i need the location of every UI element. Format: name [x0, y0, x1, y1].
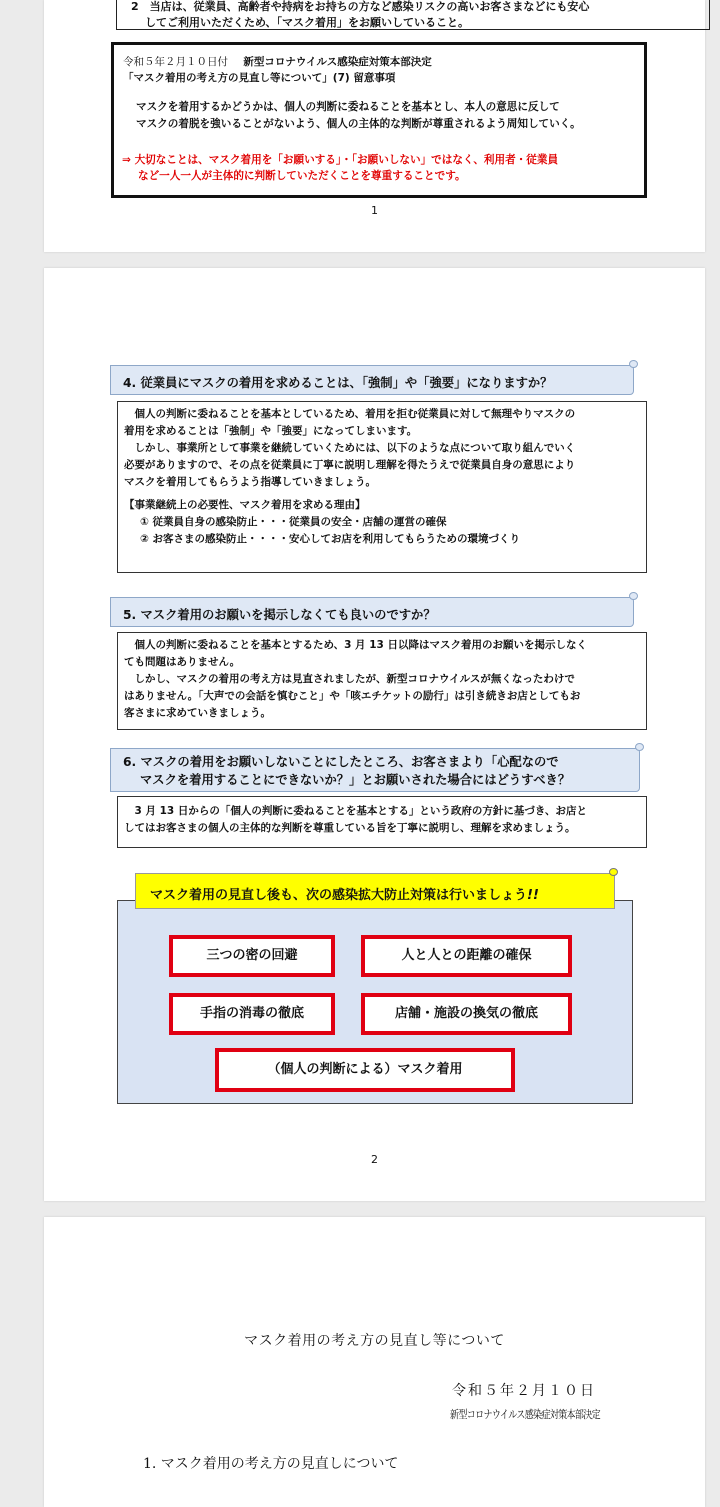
answer-line: しかし、マスクの着用の考え方は見直されましたが、新型コロナウイルスが無くなったわけで: [134, 673, 575, 685]
decision-body-line: マスクを着用するかどうかは、個人の判断に委ねることを基本とし、本人の意思に反して: [136, 101, 560, 113]
measures-banner-mark: !!: [527, 888, 539, 903]
question-5-banner: [110, 597, 634, 627]
answer-4-box: [117, 401, 647, 573]
decision-body: [136, 99, 636, 133]
question-6-text: マスクを着用することにできないか？」とお願いされた場合にはどうすべき？: [140, 773, 571, 787]
measures-banner-text: マスク着用の見直し後も、次の感染拡大防止対策は行いましょう: [150, 888, 528, 903]
answer-line: 着用を求めることは「強制」や「強要」になってしまいます。: [124, 425, 418, 437]
scroll-curl-icon: [635, 743, 644, 751]
measure-item: 人と人との距離の確保: [361, 935, 572, 977]
answer-line: 3 月 13 日からの「個人の判断に委ねることを基本とする」という政府の方針に基づき、お店と: [134, 805, 587, 817]
scroll-curl-icon: [609, 868, 618, 876]
answer-line: マスクを着用してもらうよう指導していきましょう。: [124, 476, 376, 488]
reason-item: ① 従業員自身の感染防止・・・従業員の安全・店舗の運営の確保: [140, 516, 447, 528]
answer-line: はありません。「大声での会話を慎むこと」や「咳エチケットの励行」は引き続きお店としてもお: [124, 690, 581, 702]
question-6-text: 6. マスクの着用をお願いしないことにしたところ、お客さまより「心配なので: [123, 755, 559, 769]
measures-panel: [117, 900, 633, 1104]
answer-6-box: [117, 796, 647, 848]
reason-item: ② お客さまの感染防止・・・・安心してお店を利用してもらうための環境づくり: [140, 533, 521, 545]
decision-note-line: など一人一人が主体的に判断していただくことを尊重することです。: [138, 170, 466, 182]
decision-note: [122, 152, 638, 184]
page-number: 1: [371, 204, 378, 217]
page-number: 2: [371, 1153, 378, 1166]
scroll-curl-icon: [629, 592, 638, 600]
decision-org: 新型コロナウイルス感染症対策本部決定: [243, 56, 432, 68]
answer-line: してはお客さまの個人の主体的な判断を尊重している旨を丁寧に説明し、理解を求めましょう。: [124, 822, 576, 834]
measures-banner: [135, 873, 615, 909]
question-5-text: 5. マスク着用のお願いを掲示しなくても良いのですか？: [123, 608, 436, 622]
answer-line: 客さまに求めていきましょう。: [124, 707, 271, 719]
answer-line: 必要がありますので、その点を従業員に丁寧に説明し理解を得たうえで従業員自身の意思により: [124, 459, 576, 471]
reason-line: 2 当店は、従業員、高齢者や持病をお持ちの方など感染リスクの高いお客さまなどにも安心: [131, 0, 590, 13]
question-4-text: 4. 従業員にマスクの着用を求めることは、「強制」や「強要」になりますか？: [123, 376, 553, 390]
section-heading: 1. マスク着用の考え方の見直しについて: [143, 1456, 399, 1472]
decision-notice-box: [111, 42, 647, 198]
document-org: 新型コロナウイルス感染症対策本部決定: [450, 1408, 601, 1421]
document-title: マスク着用の考え方の見直し等について: [244, 1333, 505, 1349]
measure-item: 三つの密の回避: [169, 935, 335, 977]
reason-box: [116, 0, 710, 30]
scroll-curl-icon: [629, 360, 638, 368]
reason-line: してご利用いただくため、「マスク着用」をお願いしていること。: [145, 16, 470, 29]
measure-item: 店舗・施設の換気の徹底: [361, 993, 572, 1035]
decision-body-line: マスクの着脱を強いることがないよう、個人の主体的な判断が尊重されるよう周知していく。: [136, 118, 581, 130]
answer-line: ても問題はありません。: [124, 656, 241, 668]
decision-note-line: ⇒ 大切なことは、マスク着用を「お願いする」・「お願いしない」ではなく、利用者・従業員: [122, 154, 559, 166]
document-page-1: [44, 0, 705, 252]
decision-date: 令和５年２月１０日付: [123, 56, 228, 68]
measure-item: 手指の消毒の徹底: [169, 993, 335, 1035]
answer-line: しかし、事業所として事業を継続していくためには、以下のような点について取り組んでいく: [134, 442, 576, 454]
answer-line: 個人の判断に委ねることを基本としているため、着用を拒む従業員に対して無理やりマスクの: [134, 408, 576, 420]
reasons-title: 【事業継続上の必要性、マスク着用を求める理由】: [124, 499, 366, 511]
measure-item: （個人の判断による）マスク着用: [215, 1048, 515, 1092]
document-date: 令和５年２月１０日: [452, 1383, 596, 1399]
answer-line: 個人の判断に委ねることを基本とするため、3 月 13 日以降はマスク着用のお願いを掲示しなく: [134, 639, 587, 651]
decision-title: 「マスク着用の考え方の見直し等について」(7) 留意事項: [123, 72, 396, 84]
reasons-list: [124, 497, 640, 548]
question-6-banner: [110, 748, 640, 792]
document-page-3: [44, 1217, 705, 1507]
document-page-2: [44, 268, 705, 1201]
question-4-banner: [110, 365, 634, 395]
answer-5-box: [117, 632, 647, 730]
